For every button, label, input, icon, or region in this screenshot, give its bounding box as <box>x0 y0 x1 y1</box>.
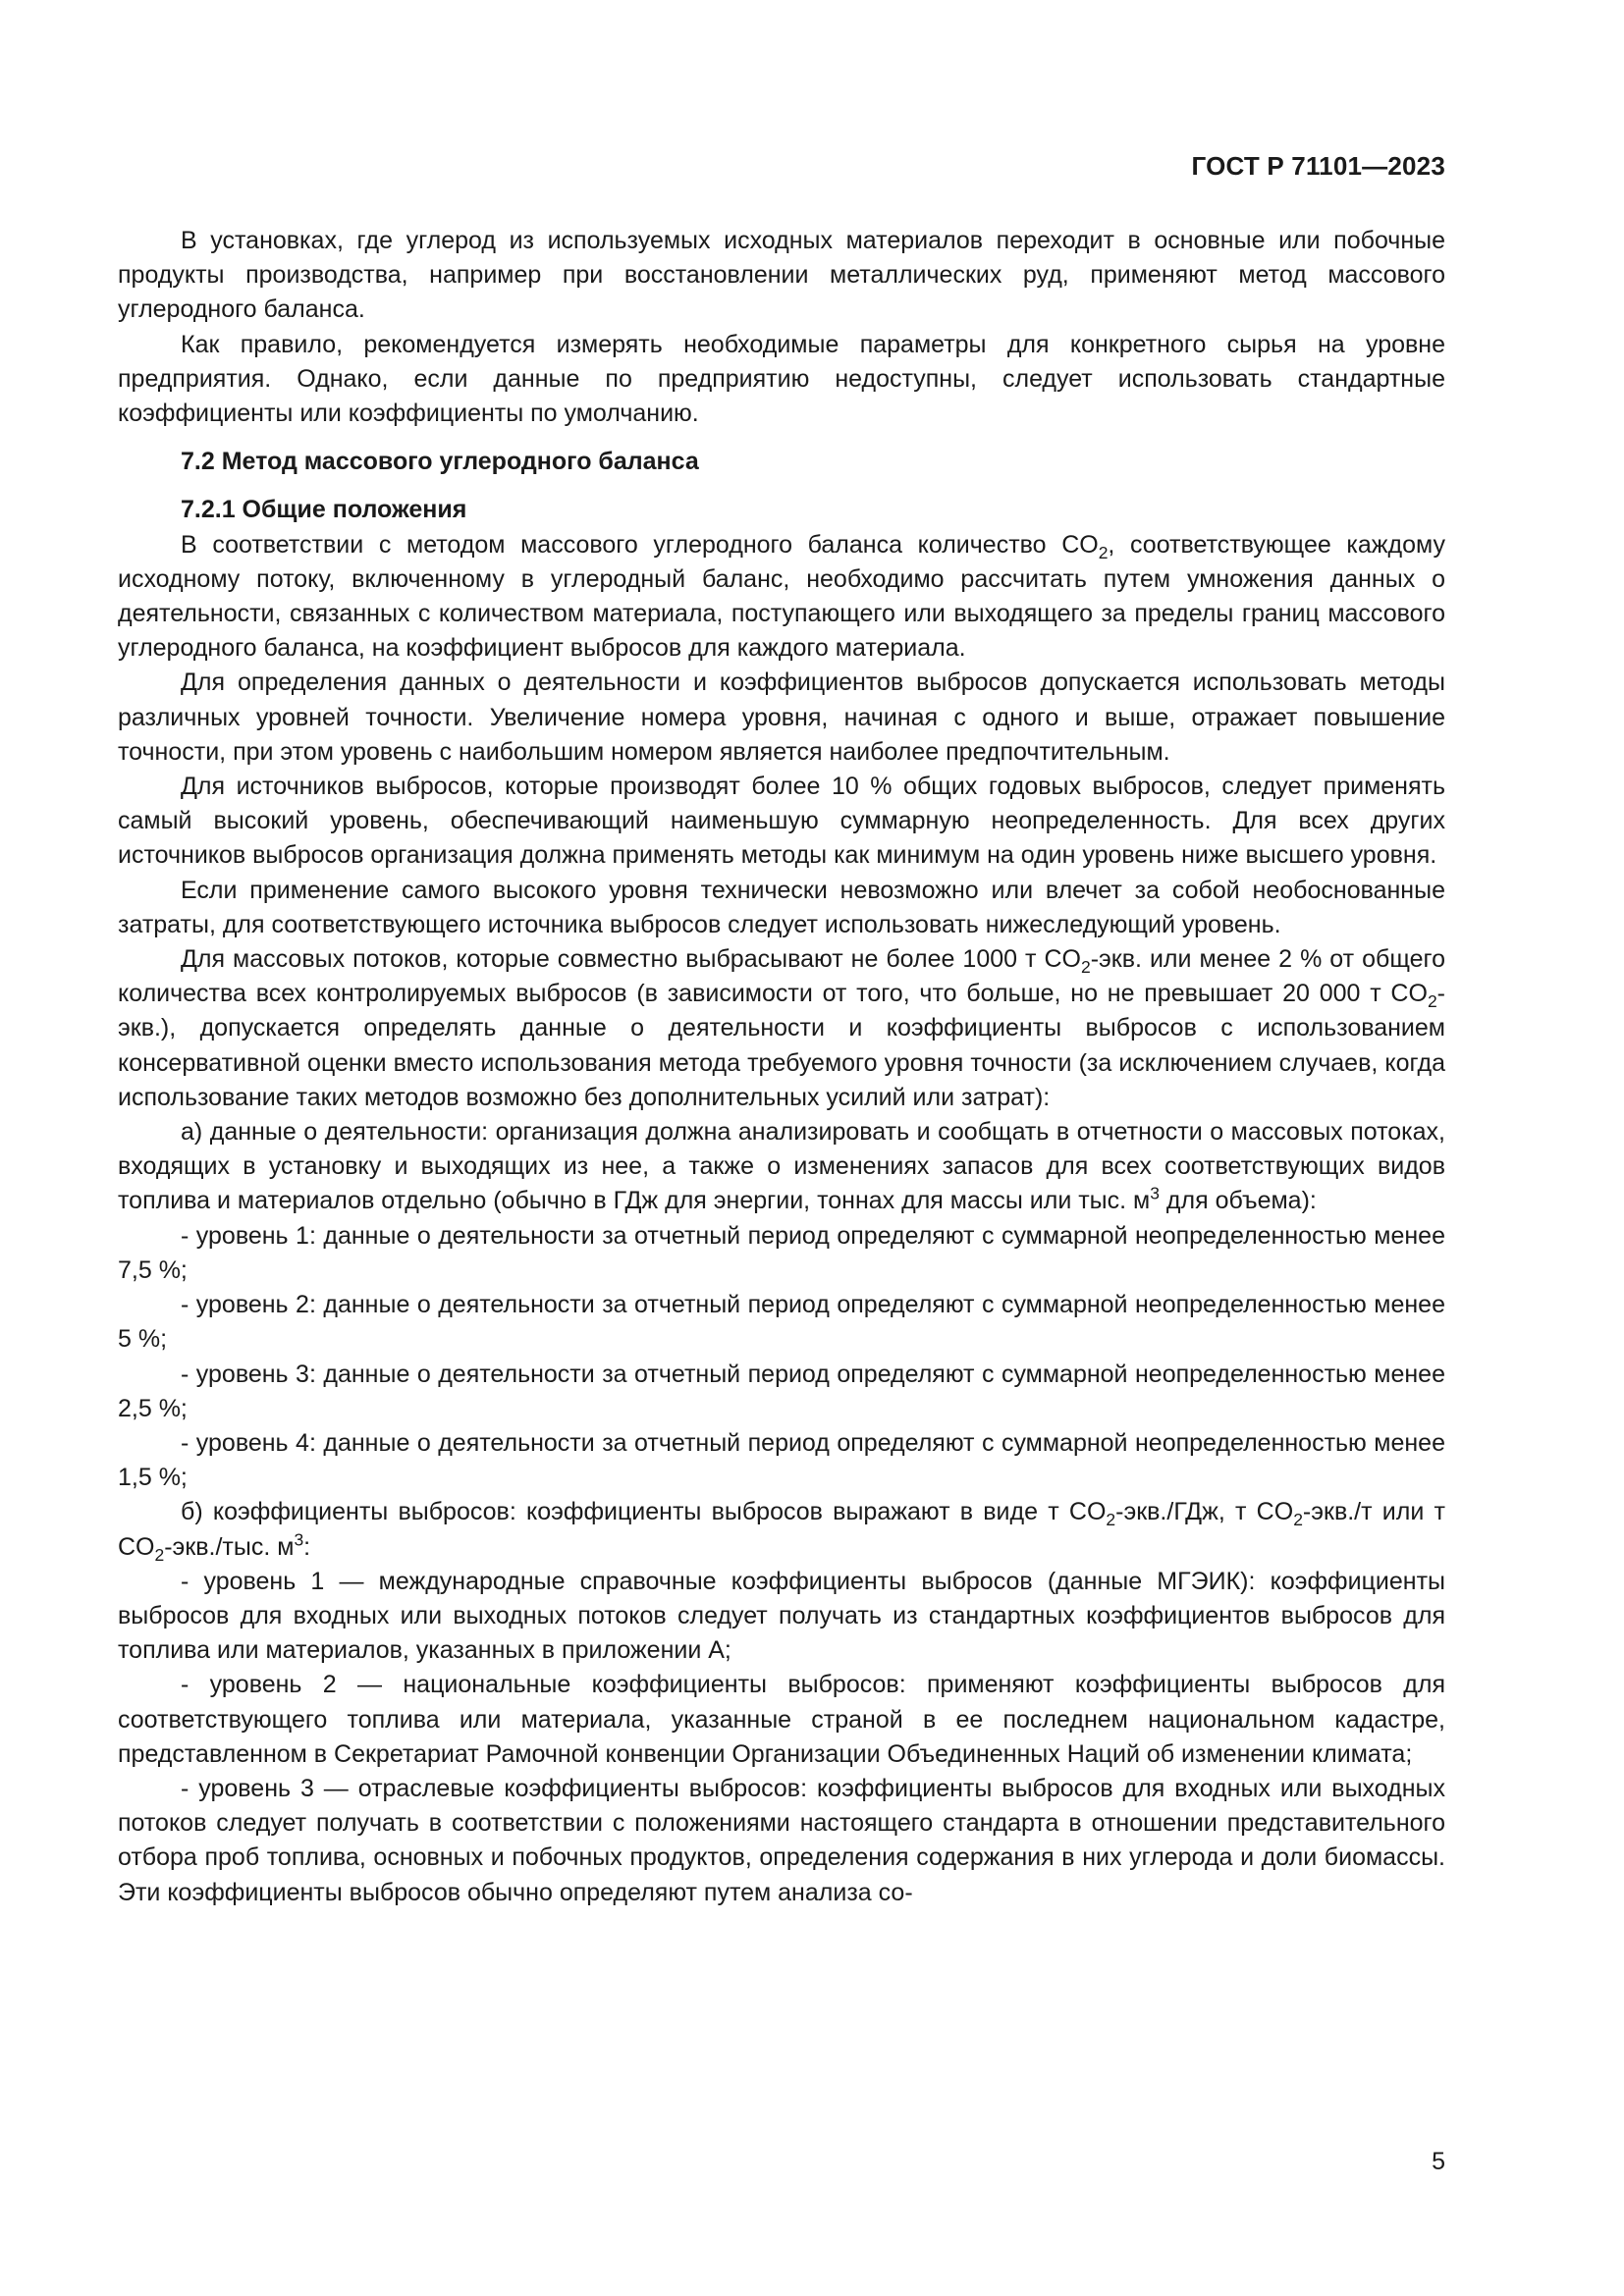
general-paragraph-1: В соответствии с методом массового углеродного баланса количество $CO_2$, соответствующее каждому исходному потоку, включенному в углеродный баланс, необходимо рассчитать путем умножения данных о деятельности, связанных с количеством материала, поступающего или выходящего за пределы границ массового углеродного баланса, на коэффициент выбросов для каждого материала. <box>118 530 1445 663</box>
general-paragraph-3: Для источников выбросов, которые производят более 10 % общих годовых выбросов, следует применять самый высокий уровень, обеспечивающий наименьшую суммарную неопределенность. Для всех других источников выбросов организация должна применять методы как минимум на один уровень ниже высшего уровня. <box>118 773 1445 870</box>
section-heading-7-2: 7.2 Метод массового углеродного баланса <box>181 448 699 476</box>
activity-level-4: - уровень 4: данные о деятельности за отчетный период определяют с суммарной неопределенностью менее 1,5 %; <box>118 1428 1445 1492</box>
page-number: 5 <box>1432 2148 1445 2175</box>
emission-level-2: - уровень 2 — национальные коэффициенты выбросов: применяют коэффициенты выбросов для соответствующего топлива или материала, указанные страной в ее последнем национальном кадастре, представленном в Секретариат Рамочной конвенции Организации Объединенных Наций об изменении климата; <box>118 1671 1445 1768</box>
intro-paragraph-2: Как правило, рекомендуется измерять необходимые параметры для конкретного сырья на уровне предприятия. Однако, если данные по предприятию недоступны, следует использовать стандартные коэффициенты или коэффициенты по умолчанию. <box>118 330 1445 428</box>
activity-level-2: - уровень 2: данные о деятельности за отчетный период определяют с суммарной неопределенностью менее 5 %; <box>118 1291 1445 1354</box>
activity-data-intro: а) данные о деятельности: организация должна анализировать и сообщать в отчетности о массовых потоках, входящих в установку и выходящих из нее, а также о изменениях запасов для всех соответствующих видов топлива и материалов отдельно (обычно в ГДж для энергии, тоннах для массы или тыс. $м^3$ для объема): <box>118 1118 1445 1215</box>
general-paragraph-2: Для определения данных о деятельности и коэффициентов выбросов допускается использовать методы различных уровней точности. Увеличение номера уровня, начиная с одного и выше, отражает повышение точности, при этом уровень с наибольшим номером является наиболее предпочтительным. <box>118 668 1445 766</box>
emission-factors-intro: б) коэффициенты выбросов: коэффициенты выбросов выражают в виде т $CO_2-экв$./ГДж, т $CO_2-экв./т$ или т $CO_2-экв$./тыс. $м^3$: <box>118 1498 1445 1565</box>
activity-level-3: - уровень 3: данные о деятельности за отчетный период определяют с суммарной неопределенностью менее 2,5 %; <box>118 1360 1445 1422</box>
activity-level-1: - уровень 1: данные о деятельности за отчетный период определяют с суммарной неопределенностью менее 7,5 %; <box>118 1221 1445 1284</box>
general-paragraph-4: Если применение самого высокого уровня технически невозможно или влечет за собой необоснованные затраты, для соответствующего источника выбросов следует использовать нижеследующий уровень. <box>118 876 1445 938</box>
intro-paragraph-1: В установках, где углерод из используемых исходных материалов переходит в основные или побочные продукты производства, например при восстановлении металлических руд, применяют метод массового углеродного баланса. <box>118 227 1445 324</box>
subsection-heading-7-2-1: 7.2.1 Общие положения <box>181 496 467 524</box>
document-body <box>118 224 1445 1910</box>
document-code-header: ГОСТ Р 71101—2023 <box>1191 151 1445 181</box>
emission-level-1: - уровень 1 — международные справочные коэффициенты выбросов (данные МГЭИК): коэффициенты выбросов для входных или выходных потоков следует получать из стандартных коэффициентов выбросов для топлива или материалов, указанных в приложении А; <box>118 1567 1445 1665</box>
general-paragraph-5: Для массовых потоков, которые совместно выбрасывают не более 1000 т $CO_2$-экв. или менее 2 % от общего количества всех контролируемых выбросов (в зависимости от того, что больше, но не превышает 20 000 т $CO_2-экв$.), допускается определять данные о деятельности и коэффициенты выбросов с использованием консервативной оценки вместо использования метода требуемого уровня точности (за исключением случаев, когда использование таких методов возможно без дополнительных усилий или затрат): <box>118 945 1445 1111</box>
emission-level-3: - уровень 3 — отраслевые коэффициенты выбросов: коэффициенты выбросов для входных или выходных потоков следует получать в соответствии с положениями настоящего стандарта в отношении представительного отбора проб топлива, основных и побочных продуктов, определения содержания в них углерода и доли биомассы. Эти коэффициенты выбросов обычно определяют путем анализа со- <box>118 1774 1445 1906</box>
